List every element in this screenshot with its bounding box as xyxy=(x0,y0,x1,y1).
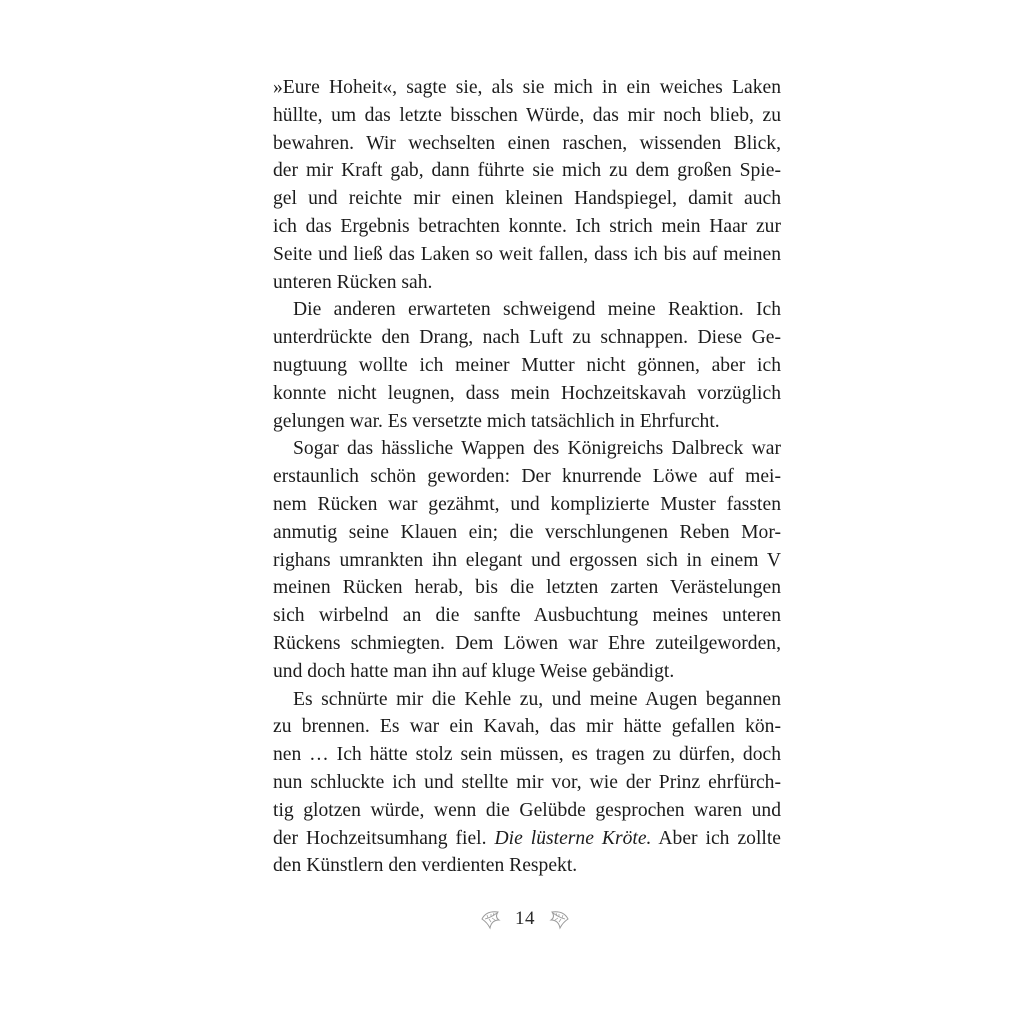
text-line: erstaunlich schön geworden: Der knurrende Löwe auf mei- xyxy=(273,466,781,488)
text-line: der mir Kraft gab, dann führte sie mich zu dem großen Spie- xyxy=(273,160,781,182)
text-line: den Künstlern den verdienten Respekt. xyxy=(273,855,578,877)
text-line: Rückens schmiegten. Dem Löwen war Ehre zuteilgeworden, xyxy=(273,632,781,654)
text-line: konnte nicht leugnen, dass mein Hochzeitskavah vorzüglich xyxy=(273,382,781,404)
text-line: unteren Rücken sah. xyxy=(273,271,433,293)
body-text xyxy=(273,74,781,880)
text-line: gelungen war. Es versetzte mich tatsächlich in Ehrfurcht. xyxy=(273,410,720,432)
text-line: bewahren. Wir wechselten einen raschen, wissenden Blick, xyxy=(273,132,781,154)
text-line: tig glotzen würde, wenn die Gelübde gesprochen waren und xyxy=(273,799,781,821)
text-line: und doch hatte man ihn auf kluge Weise gebändigt. xyxy=(273,660,675,682)
text-line: nen … Ich hätte stolz sein müssen, es tragen zu dürfen, doch xyxy=(273,744,781,766)
text-line: zu brennen. Es war ein Kavah, das mir hätte gefallen kön- xyxy=(273,716,781,738)
text-line: nun schluckte ich und stellte mir vor, wie der Prinz ehrfürch- xyxy=(273,771,781,793)
text-line: nugtuung wollte ich meiner Mutter nicht gönnen, aber ich xyxy=(273,354,781,376)
text-line: unterdrückte den Drang, nach Luft zu schnappen. Diese Ge- xyxy=(273,327,781,349)
text-line: Die anderen erwarteten schweigend meine Reaktion. Ich xyxy=(293,299,781,321)
text-line: ich das Ergebnis betrachten konnte. Ich strich mein Haar zur xyxy=(273,215,781,237)
text-line: Sogar das hässliche Wappen des Königreichs Dalbreck war xyxy=(293,438,781,460)
text-line-end: Aber ich zollte xyxy=(651,827,781,849)
text-line: anmutig seine Klauen ein; die verschlungenen Reben Mor- xyxy=(273,521,781,543)
page-number: 14 xyxy=(515,908,535,929)
text-line: nem Rücken war gezähmt, und komplizierte Muster fassten xyxy=(273,493,781,515)
text-line: gel und reichte mir einen kleinen Handspiegel, damit auch xyxy=(273,188,781,210)
text-line: Seite und ließ das Laken so weit fallen, dass ich bis auf meinen xyxy=(273,243,781,265)
text-line-start: der Hochzeitsumhang fiel. xyxy=(273,827,495,849)
text-line xyxy=(273,825,781,853)
text-line: meinen Rücken herab, bis die letzten zarten Verästelungen xyxy=(273,577,781,599)
text-line: righans umrankten ihn elegant und ergossen sich in einem V xyxy=(273,549,781,571)
text-line: Es schnürte mir die Kehle zu, und meine Augen begannen xyxy=(293,688,781,710)
leaf-ornament-icon xyxy=(479,907,503,931)
text-line: »Eure Hoheit«, sagte sie, als sie mich in ein weiches Laken xyxy=(273,77,781,98)
leaf-ornament-icon xyxy=(547,907,571,931)
text-line: sich wirbelnd an die sanfte Ausbuchtung meines unteren xyxy=(273,605,781,627)
page-footer xyxy=(470,902,580,936)
italic-phrase: Die lüsterne Kröte. xyxy=(494,827,652,849)
text-line: hüllte, um das letzte bisschen Würde, das mir noch blieb, zu xyxy=(273,104,781,126)
